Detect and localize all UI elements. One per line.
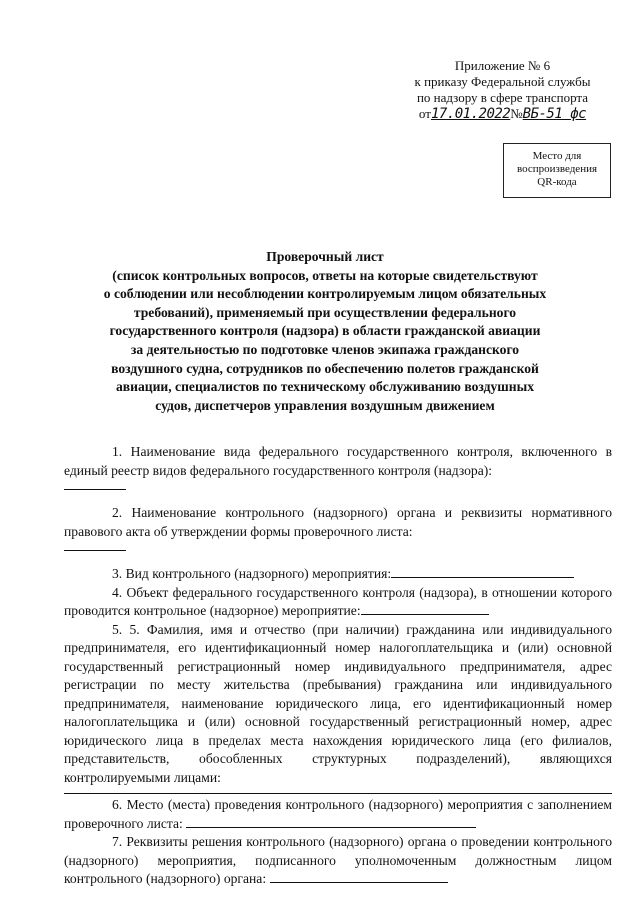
title-line: воздушного судна, сотрудников по обеспечению полетов гражданской <box>111 360 539 376</box>
item-7-blank <box>270 870 448 883</box>
order-date-number <box>400 106 605 122</box>
item-3 <box>64 565 612 584</box>
qr-box-line-1: Место для <box>532 150 582 162</box>
item-1-blank <box>64 480 126 490</box>
title-line: за деятельностью по подготовке членов экипажа гражданского <box>130 341 520 357</box>
document-title <box>88 248 562 415</box>
item-5-blank <box>64 787 612 794</box>
date-prefix: от <box>418 106 431 121</box>
item-4-blank <box>361 602 489 615</box>
item-2-text: 2. Наименование контрольного (надзорного) органа и реквизиты нормативного правового акта об утверждении формы проверочного листа: <box>64 505 612 539</box>
item-7-text: 7. Реквизиты решения контрольного (надзорного) органа о проведении контрольного (надзорного) мероприятия, подписанного уполномоченным должностным лицом контрольного (надзорного) органа: <box>64 834 612 886</box>
qr-box-line-2: воспроизведения <box>516 163 598 175</box>
qr-box-line-3: QR-кода <box>537 176 577 188</box>
item-2-blank <box>64 541 126 551</box>
title-line: о соблюдении или несоблюдении контролируемым лицом обязательных <box>103 286 547 302</box>
document-body <box>64 443 612 889</box>
title-line: (список контрольных вопросов, ответы на которые свидетельствуют <box>112 267 538 283</box>
item-1-text: 1. Наименование вида федерального государственного контроля, включенного в единый реестр видов федерального государственного контроля (надзора): <box>64 444 612 478</box>
title-line: Проверочный лист <box>266 249 384 264</box>
order-line-2: по надзору в сфере транспорта <box>416 90 589 105</box>
number-prefix: № <box>510 106 523 121</box>
item-6-blank <box>186 815 476 828</box>
item-6 <box>64 796 612 833</box>
item-4 <box>64 584 612 621</box>
title-line: судов, диспетчеров управления воздушным движением <box>155 397 495 413</box>
qr-code-placeholder <box>503 143 611 198</box>
title-line: государственного контроля (надзора) в области гражданской авиации <box>109 323 541 339</box>
title-line: авиации, специалистов по техническому обслуживанию воздушных <box>115 379 534 395</box>
item-3-blank <box>391 565 574 578</box>
handwritten-date: 17.01.2022 <box>430 106 511 122</box>
title-line: требований), применяемый при осуществлении федерального <box>133 304 517 320</box>
item-7 <box>64 833 612 889</box>
item-6-text: 6. Место (места) проведения контрольного (надзорного) мероприятия с заполнением проверочного листа: <box>64 797 612 831</box>
appendix-header <box>400 58 605 122</box>
appendix-label: Приложение № 6 <box>454 58 551 73</box>
item-3-text: 3. Вид контрольного (надзорного) мероприятия: <box>112 566 392 581</box>
item-5-text: 5. 5. Фамилия, имя и отчество (при наличии) гражданина или индивидуального предпринимателя, его идентификационный номер налогоплательщика и (или) основной государственный регистрационный номер индивидуального предпринимателя, адрес регистрации по месту жительства (пребывания) гражданина или индивидуального предпринимателя, наименование юридического лица, его идентификационный номер налогоплательщика и (или) основной государственный регистрационный номер, адрес юридического лица в пределах места нахождения юридического лица (его филиалов, представительств, обособленных структурных подразделений), являющихся контролируемыми лицами: <box>64 621 612 785</box>
order-line-1: к приказу Федеральной службы <box>414 74 591 89</box>
item-4-text: 4. Объект федерального государственного контроля (надзора), в отношении которого проводится контрольное (надзорное) мероприятие: <box>64 584 612 618</box>
handwritten-number: ВБ-51 фс <box>522 106 587 122</box>
